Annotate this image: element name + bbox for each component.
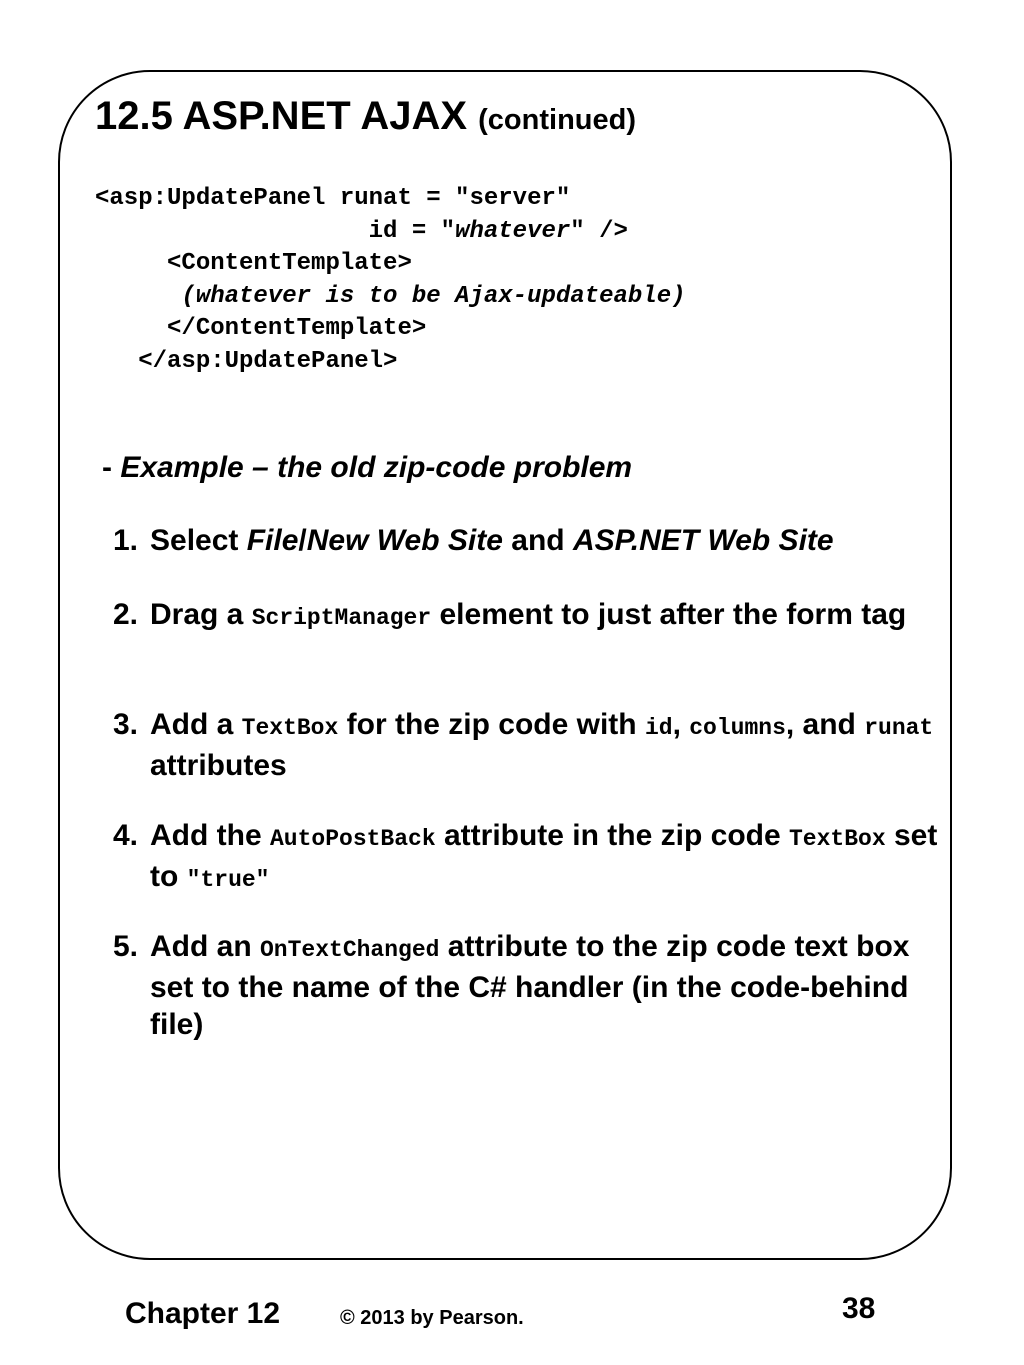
step-text-part: Add a xyxy=(150,708,242,741)
code-line-2-prefix: id = " xyxy=(95,217,456,245)
step-text-part: and xyxy=(502,524,573,557)
step-code-term: columns xyxy=(689,715,786,741)
step-text-part: New Web Site xyxy=(306,524,503,557)
step-1 xyxy=(113,522,953,559)
slide-title xyxy=(95,96,636,136)
step-text xyxy=(150,928,953,1043)
step-text xyxy=(150,817,953,899)
code-line-3: <ContentTemplate> xyxy=(95,250,412,277)
step-3 xyxy=(113,706,953,784)
step-text xyxy=(150,522,953,559)
example-text: Example – the old zip-code problem xyxy=(120,451,633,484)
code-line-4: (whatever is to be Ajax-updateable) xyxy=(95,282,686,310)
example-dash: - xyxy=(102,451,121,484)
step-text-part: for the zip code with xyxy=(338,708,645,741)
step-4 xyxy=(113,817,953,899)
title-suffix: (continued) xyxy=(478,104,636,136)
step-number: 4. xyxy=(113,819,139,852)
step-code-term: OnTextChanged xyxy=(260,937,440,963)
step-text-part: / xyxy=(298,524,307,557)
step-text-part: attribute to the zip code text box set to the name of the C# handler (in the code-behind file) xyxy=(150,930,910,1041)
example-heading xyxy=(102,450,632,486)
step-text-part: attribute in the zip code xyxy=(435,819,789,852)
step-number: 2. xyxy=(113,598,139,631)
code-line-5: </ContentTemplate> xyxy=(95,315,427,342)
step-text-part: Select xyxy=(150,524,247,557)
title-main: 12.5 ASP.NET AJAX xyxy=(95,94,468,138)
step-code-term: id xyxy=(644,715,673,741)
step-text-part: Add the xyxy=(150,819,270,852)
step-code-term: TextBox xyxy=(789,826,886,852)
step-text-part: File xyxy=(246,524,299,557)
step-text-part: Drag a xyxy=(150,598,252,631)
step-text-part: set to xyxy=(150,819,938,893)
code-line-2-italic: whatever xyxy=(455,217,571,245)
step-number: 5. xyxy=(113,930,139,963)
step-text-part: , xyxy=(672,708,690,741)
step-code-term: ScriptManager xyxy=(251,605,432,631)
step-code-term: AutoPostBack xyxy=(270,826,436,852)
step-text-part: Add an xyxy=(150,930,260,963)
step-code-term: "true" xyxy=(186,867,270,893)
step-text-part: ASP.NET Web Site xyxy=(572,524,834,557)
step-text-part: element to just after the form tag xyxy=(431,598,907,631)
footer-copyright: © 2013 by Pearson. xyxy=(340,1307,524,1329)
footer-chapter: Chapter 12 xyxy=(125,1297,281,1330)
code-line-2-suffix: " /> xyxy=(570,217,628,245)
step-2 xyxy=(113,596,953,637)
step-number: 1. xyxy=(113,524,139,557)
step-code-term: TextBox xyxy=(241,715,339,741)
code-block xyxy=(95,183,686,378)
step-5 xyxy=(113,928,953,1043)
step-number: 3. xyxy=(113,708,139,741)
code-line-6: </asp:UpdatePanel> xyxy=(95,347,398,375)
step-text-part: attributes xyxy=(150,749,287,782)
page-number: 38 xyxy=(842,1292,876,1325)
step-text xyxy=(150,596,953,637)
step-text xyxy=(150,706,953,784)
step-text-part: , and xyxy=(785,708,865,741)
step-code-term: runat xyxy=(864,715,934,741)
code-line-1: <asp:UpdatePanel runat = "server" xyxy=(95,185,571,212)
